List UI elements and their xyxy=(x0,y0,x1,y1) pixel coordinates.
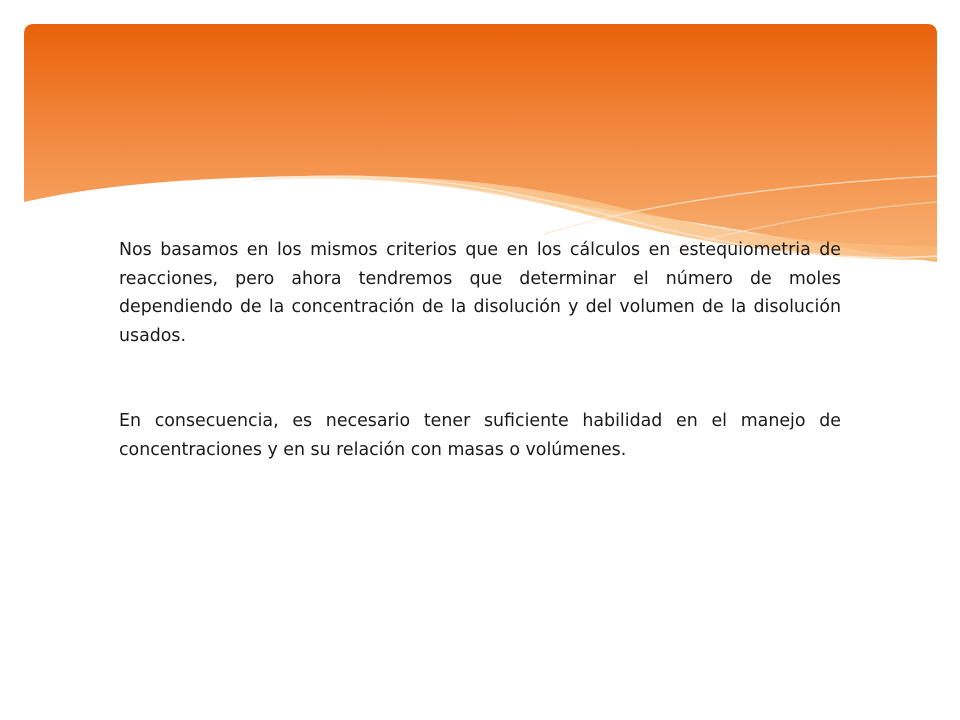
paragraph-2: En consecuencia, es necesario tener suficiente habilidad en el manejo de concentraciones y en su relación con masas o volúmenes. xyxy=(119,411,841,460)
body-text xyxy=(119,236,841,464)
paragraph-1: Nos basamos en los mismos criterios que en los cálculos en estequiometria de reacciones, pero ahora tendremos que determinar el número de moles dependiendo de la concentración de la disolución y del volumen de la disolución usados. xyxy=(119,240,841,346)
banner-shape xyxy=(24,24,937,262)
